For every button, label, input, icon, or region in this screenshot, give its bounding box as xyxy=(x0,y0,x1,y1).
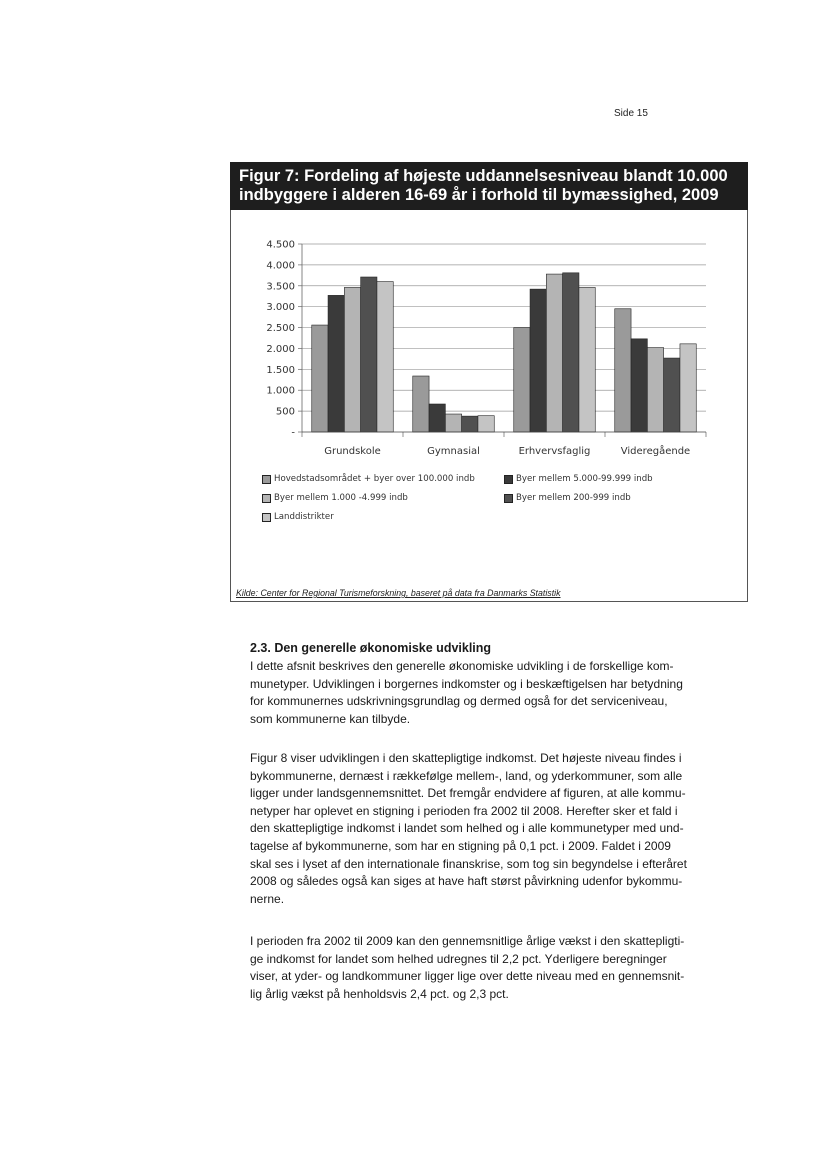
y-tick-label: 4.500 xyxy=(266,239,295,251)
text-line: viser, at yder- og landkommuner ligger lige over dette niveau med en gennemsnit- xyxy=(250,969,685,984)
bar-gymnasial-series-4 xyxy=(462,416,478,432)
y-tick-label: - xyxy=(291,427,295,439)
chart-bars xyxy=(312,273,697,432)
bar-erhvervsfaglig-series-5 xyxy=(579,287,595,432)
legend-item xyxy=(262,493,408,503)
legend-label: Hovedstadsområdet + byer over 100.000 indb xyxy=(274,474,475,484)
paragraph-2 xyxy=(250,750,750,908)
text-line: I dette afsnit beskrives den generelle økonomiske udvikling i de forskellige kom- xyxy=(250,659,674,673)
bar-grundskole-series-5 xyxy=(377,282,393,432)
bar-erhvervsfaglig-series-3 xyxy=(546,274,562,432)
chart-x-axis xyxy=(302,432,706,457)
bar-erhvervsfaglig-series-4 xyxy=(563,273,579,432)
legend-item xyxy=(504,493,631,503)
bar-gymnasial-series-3 xyxy=(445,414,461,432)
y-tick-label: 1.500 xyxy=(266,364,295,376)
x-tick-label: Gymnasial xyxy=(427,446,480,457)
legend-label: Byer mellem 200-999 indb xyxy=(516,493,631,503)
bar-videregående-series-1 xyxy=(615,309,631,432)
bar-videregående-series-5 xyxy=(680,344,696,432)
text-line: ge indkomst for landet som helhed udregnes til 2,2 pct. Yderligere beregninger xyxy=(250,951,667,966)
figure-source: Kilde: Center for Regional Turismeforskning, baseret på data fra Danmarks Statistik xyxy=(236,588,561,598)
y-tick-label: 2.000 xyxy=(266,343,295,355)
legend-label: Landdistrikter xyxy=(274,512,334,522)
text-line: som kommunerne kan tilbyde. xyxy=(250,711,411,726)
paragraph-1 xyxy=(250,658,750,728)
y-tick-label: 1.000 xyxy=(266,385,295,397)
legend-item xyxy=(262,512,334,522)
y-tick-label: 4.000 xyxy=(266,260,295,272)
bar-grundskole-series-1 xyxy=(312,325,328,432)
text-line: bykommunerne, dernæst i rækkefølge mellem-, land, og yderkommuner, som alle xyxy=(250,768,683,783)
bar-gymnasial-series-5 xyxy=(478,416,494,432)
bar-videregående-series-4 xyxy=(664,358,680,432)
y-tick-label: 3.500 xyxy=(266,281,295,293)
legend-swatch xyxy=(262,475,271,484)
paragraph-3 xyxy=(250,933,750,1003)
bar-gymnasial-series-1 xyxy=(413,376,429,432)
bar-chart xyxy=(230,232,748,470)
figure-title xyxy=(230,162,748,210)
page-number: Side 15 xyxy=(614,108,648,119)
text-line: lig årlig vækst på henholdsvis 2,4 pct. og 2,3 pct. xyxy=(250,986,509,1001)
x-tick-label: Videregående xyxy=(620,446,691,457)
chart-y-axis xyxy=(266,240,302,439)
bar-grundskole-series-3 xyxy=(344,287,360,432)
text-line: ligger under landsgennemsnittet. Det fremgår endvidere af figuren, at alle kommu- xyxy=(250,786,686,801)
section-heading: 2.3. Den generelle økonomiske udvikling xyxy=(250,641,492,655)
bar-erhvervsfaglig-series-1 xyxy=(514,328,530,432)
text-line: den skattepligtige indkomst i landet som helhed og i alle kommunetyper med und- xyxy=(250,821,684,836)
bar-grundskole-series-2 xyxy=(328,295,344,432)
bar-grundskole-series-4 xyxy=(361,277,377,432)
legend-swatch xyxy=(504,494,513,503)
text-line: netyper har oplevet en stigning i perioden fra 2002 til 2008. Herefter sker et fald i xyxy=(250,803,678,818)
text-line: tagelse af bykommunerne, som har en stigning på 0,1 pct. i 2009. Faldet i 2009 xyxy=(250,838,671,853)
figure-title-line-2: indbyggere i alderen 16-69 år i forhold til bymæssighed, 2009 xyxy=(239,186,719,204)
legend-swatch xyxy=(262,513,271,522)
bar-erhvervsfaglig-series-2 xyxy=(530,289,546,432)
x-tick-label: Grundskole xyxy=(324,446,381,457)
text-line: nerne. xyxy=(250,891,285,906)
legend-swatch xyxy=(504,475,513,484)
y-tick-label: 2.500 xyxy=(266,323,295,335)
text-line: munetyper. Udviklingen i borgernes indkomster og i beskæftigelsen har betydning xyxy=(250,676,683,691)
bar-gymnasial-series-2 xyxy=(429,404,445,432)
legend-swatch xyxy=(262,494,271,503)
legend-item xyxy=(504,474,653,484)
text-line: for kommunernes udskrivningsgrundlag og dermed også for det serviceniveau, xyxy=(250,694,668,709)
y-tick-label: 3.000 xyxy=(266,302,295,314)
bar-videregående-series-3 xyxy=(647,348,663,432)
text-line: 2008 og således også kan siges at have haft størst påvirkning udenfor bykommu- xyxy=(250,874,683,889)
legend-item xyxy=(262,474,475,484)
figure-title-line-1: Figur 7: Fordeling af højeste uddannelsesniveau blandt 10.000 xyxy=(239,167,728,185)
bar-videregående-series-2 xyxy=(631,339,647,432)
text-line: Figur 8 viser udviklingen i den skattepligtige indkomst. Det højeste niveau findes i xyxy=(250,751,682,765)
x-tick-label: Erhvervsfaglig xyxy=(518,446,591,457)
legend-label: Byer mellem 5.000-99.999 indb xyxy=(516,474,653,484)
text-line: skal ses i lyset af den internationale finanskrise, som tog sin begyndelse i efteråret xyxy=(250,856,687,871)
y-tick-label: 500 xyxy=(275,406,295,418)
legend-label: Byer mellem 1.000 -4.999 indb xyxy=(274,493,408,503)
text-line: I perioden fra 2002 til 2009 kan den gennemsnitlige årlige vækst i den skattepligti- xyxy=(250,934,685,948)
